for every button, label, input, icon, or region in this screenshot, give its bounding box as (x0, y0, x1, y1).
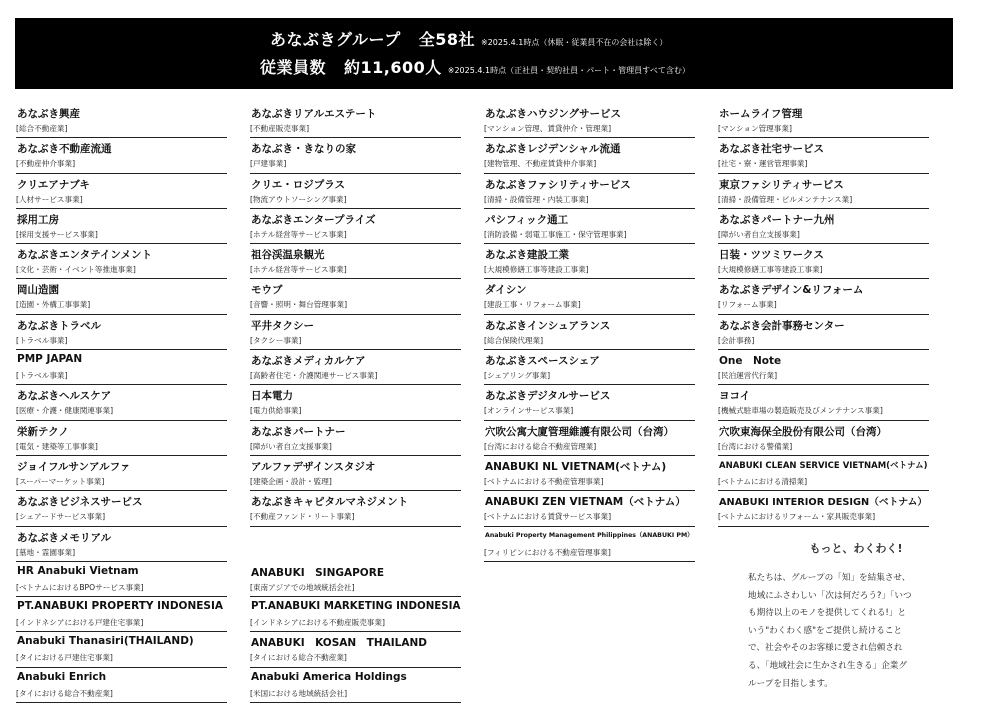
employee-label: 従業員数 (260, 58, 327, 77)
company-entry (16, 597, 227, 632)
company-business: [清掃・設備管理・内装工事業] (484, 194, 589, 204)
company-name: ANABUKI CLEAN SERVICE VIETNAM(ベトナム) (719, 460, 928, 471)
company-entry (484, 103, 695, 138)
company-entry (250, 279, 461, 314)
company-business: [台湾における総合不動産管理業] (484, 441, 597, 451)
promo-line: ループを目指します。 (748, 678, 833, 689)
company-business: [高齢者住宅・介護関連サービス事業] (250, 371, 378, 381)
company-business: [不動産販売事業] (250, 124, 310, 133)
company-business: [米国における地域統括会社] (250, 688, 348, 698)
company-business: [ベトナムにおける不動産管理事業] (484, 476, 604, 486)
company-business: [文化・芸術・イベント等推進事業] (16, 265, 136, 275)
company-business: [物流アウトソーシング事業] (250, 194, 347, 204)
company-name: ANABUKI SINGAPORE (251, 566, 384, 579)
company-entry (718, 421, 929, 456)
company-business: [総合不動産業] (16, 124, 68, 133)
company-name: Anabuki Enrich (17, 670, 107, 683)
company-name: あなぶき興産 (17, 108, 80, 120)
promo-text (748, 570, 964, 693)
company-entry (718, 315, 929, 350)
company-name: Anabuki Thanasiri(THAILAND) (17, 635, 194, 648)
company-column-2 (250, 103, 461, 703)
company-name: ANABUKI INTERIOR DESIGN（ベトナム） (719, 497, 928, 509)
company-entry (16, 244, 227, 279)
company-name: パシフィック通工 (485, 213, 569, 226)
company-name: 祖谷渓温泉観光 (251, 249, 325, 262)
company-business: [民泊運営代行業] (718, 371, 778, 381)
employee-summary-line (260, 55, 690, 78)
company-name: モウブ (251, 284, 283, 297)
company-entry (16, 138, 227, 173)
company-name: あなぶきファシリティサービス (485, 178, 631, 191)
company-business: [建築企画・設計・監理] (250, 476, 332, 486)
company-name: ホームライフ管理 (719, 108, 803, 120)
company-entry (250, 350, 461, 385)
promo-title: もっと、わくわく! (809, 542, 903, 555)
company-entry (484, 174, 695, 209)
company-entry (250, 315, 461, 350)
company-business: [ベトナムにおけるリフォーム・家具販売事業] (718, 512, 876, 522)
company-entry (16, 456, 227, 491)
company-name: あなぶきトラベル (17, 319, 101, 332)
company-name: Anabuki America Holdings (251, 670, 407, 683)
company-name: ANABUKI KOSAN THAILAND (251, 637, 427, 650)
company-business: [トラベル事業] (16, 335, 68, 345)
company-entry (484, 385, 695, 420)
company-business: [採用支援サービス事業] (16, 229, 98, 239)
company-name: あなぶき社宅サービス (719, 143, 824, 156)
company-business: [会計事務] (718, 335, 755, 345)
company-entry (718, 385, 929, 420)
company-entry (718, 491, 929, 526)
company-entry (16, 562, 227, 597)
company-business: [建物管理、不動産賃貸仲介事業] (484, 159, 597, 169)
company-business: [医療・介護・健康関連事業] (16, 406, 114, 416)
company-entry (484, 244, 695, 279)
company-entry (16, 668, 227, 703)
company-name: あなぶきヘルスケア (17, 390, 112, 403)
company-name: 穴吹公寓大廈管理維護有限公司（台湾） (485, 425, 674, 438)
company-business: [電気・建築等工事事業] (16, 441, 98, 451)
company-name: アルファデザインスタジオ (251, 460, 376, 473)
company-name: クリエ・ロジプラス (251, 178, 345, 191)
company-name: One Note (719, 355, 782, 368)
company-business: [フィリピンにおける不動産管理事業] (484, 547, 611, 557)
company-entry (484, 209, 695, 244)
promo-line: いう"わくわく感"をご提供し続けること (748, 625, 903, 636)
company-business: [トラベル事業] (16, 371, 68, 381)
company-name: PT.ANABUKI MARKETING INDONESIA (251, 600, 461, 613)
promo-line: る、「地域社会に生かされ生きる」企業グ (748, 660, 907, 671)
company-count-note: ※2025.4.1時点（休眠・従業員不在の会社は除く） (481, 38, 668, 47)
company-business: [ホテル経営等サービス事業] (250, 229, 347, 239)
company-entry (250, 421, 461, 456)
company-name: あなぶきリアルエステート (251, 108, 377, 120)
company-entry (718, 138, 929, 173)
company-entry (718, 244, 929, 279)
company-name: 東京ファシリティサービス (719, 178, 844, 191)
company-entry (16, 421, 227, 456)
company-business: [消防設備・弱電工事施工・保守管理事業] (484, 229, 627, 239)
company-name: あなぶき不動産流通 (17, 143, 112, 156)
company-entry (484, 138, 695, 173)
company-name: あなぶき建設工業 (485, 249, 569, 262)
company-entry (484, 350, 695, 385)
company-business: [オンラインサービス事業] (484, 406, 574, 416)
company-name: ジョイフルサンアルファ (17, 460, 131, 473)
company-name: 採用工房 (17, 213, 59, 226)
company-business: [タイにおける総合不動産業] (16, 688, 113, 698)
company-entry (250, 209, 461, 244)
company-name: HR Anabuki Vietnam (17, 564, 139, 577)
company-name: あなぶきキャピタルマネジメント (251, 496, 409, 509)
group-title: あなぶきグループ (270, 30, 401, 49)
promo-line: 地域にふさわしい「次は何だろう?」「いつ (748, 590, 912, 601)
company-name: あなぶきハウジングサービス (485, 108, 622, 120)
company-entry (16, 632, 227, 667)
company-entry (718, 103, 929, 138)
company-business: [ベトナムにおける清掃業] (718, 476, 808, 486)
company-name: クリエアナブキ (17, 178, 90, 191)
company-name: 平井タクシー (251, 319, 314, 332)
company-business: [東南アジアでの地域統括会社] (250, 582, 355, 592)
company-name: 穴吹東海保全股份有限公司（台湾） (719, 425, 887, 438)
company-business: [戸建事業] (250, 159, 287, 169)
company-entry (250, 562, 461, 597)
company-entry (250, 668, 461, 703)
company-business: [電力供給事業] (250, 406, 302, 416)
company-business: [総合保険代理業] (484, 335, 544, 345)
promo-box (748, 540, 964, 693)
company-entry (250, 491, 461, 526)
company-entry (250, 244, 461, 279)
promo-line: で、社会やそのお客様に愛され信頼され (748, 643, 903, 654)
company-entry (250, 138, 461, 173)
company-name: 栄新テクノ (17, 425, 69, 438)
company-entry (484, 421, 695, 456)
company-business: [インドネシアにおける不動産販売事業] (250, 618, 385, 628)
company-name: ダイシン (485, 284, 527, 297)
company-entry (718, 209, 929, 244)
company-business: [大規模修繕工事等建設工事業] (484, 265, 589, 275)
company-business: [音響・照明・舞台管理事業] (250, 300, 348, 310)
company-business: [墓地・霊園事業] (16, 547, 76, 557)
company-name: ヨコイ (719, 390, 751, 403)
company-name: 日本電力 (251, 390, 293, 403)
company-business: [障がい者自立支援事業] (250, 441, 332, 451)
company-business: [ベトナムにおけるBPOサービス事業] (16, 582, 144, 592)
company-business: [マンション管理事業] (718, 124, 792, 133)
company-business: [タイにおける総合不動産業] (250, 653, 347, 663)
company-business: [シェアリング事業] (484, 371, 551, 381)
company-name: Anabuki Property Management Philippines（ANABUKI PM） (485, 531, 694, 539)
company-name: あなぶきメディカルケア (251, 355, 366, 368)
company-name: あなぶきインシュアランス (485, 319, 611, 332)
company-business: [インドネシアにおける戸建住宅事業] (16, 618, 144, 628)
group-summary-line (270, 27, 667, 50)
company-name: あなぶきデジタルサービス (485, 390, 611, 403)
company-business: [清掃・設備管理・ビルメンテナンス業] (718, 194, 853, 204)
company-business: [障がい者自立支援事業] (718, 229, 800, 239)
company-column-1 (16, 103, 227, 703)
company-entry (484, 491, 695, 526)
company-name: あなぶきメモリアル (17, 531, 112, 544)
company-name: 岡山造園 (17, 284, 59, 297)
company-business: [スーパーマーケット事業] (16, 476, 105, 486)
company-business: [機械式駐車場の製造販売及びメンテナンス事業] (718, 406, 883, 416)
company-name: あなぶきエンタテインメント (17, 249, 153, 262)
company-name: あなぶきパートナー (251, 425, 346, 438)
company-entry (16, 315, 227, 350)
company-business: [大規模修繕工事等建設工事業] (718, 265, 823, 275)
employee-count-note: ※2025.4.1時点（正社員・契約社員・パート・管理員すべて含む） (447, 66, 690, 75)
company-name: ANABUKI ZEN VIETNAM（ベトナム） (485, 496, 686, 509)
company-name: PT.ANABUKI PROPERTY INDONESIA (17, 600, 224, 613)
company-business: [タイにおける戸建住宅事業] (16, 653, 113, 663)
company-business: [台湾における警備業] (718, 441, 793, 451)
company-entry (250, 174, 461, 209)
company-business: [不動産仲介事業] (16, 159, 76, 169)
company-business: [リフォーム事業] (718, 300, 777, 310)
company-entry (16, 350, 227, 385)
company-name: あなぶき会計事務センター (719, 319, 845, 332)
company-entry (718, 456, 929, 491)
company-entry (484, 456, 695, 491)
company-name: あなぶきエンタープライズ (251, 213, 376, 226)
company-entry (250, 597, 461, 632)
company-name: あなぶきデザイン&リフォーム (719, 284, 864, 297)
company-business: [不動産ファンド・リート事業] (250, 512, 355, 522)
company-business: [人材サービス事業] (16, 194, 83, 204)
promo-line: 私たちは、グループの「知」を結集させ、 (748, 573, 911, 583)
company-name: あなぶき・きなりの家 (251, 143, 356, 156)
company-entry (16, 385, 227, 420)
company-business: [社宅・寮・運営管理事業] (718, 159, 808, 169)
company-column-4 (718, 103, 929, 527)
company-entry (250, 527, 461, 562)
company-entry (16, 491, 227, 526)
company-entry (484, 527, 695, 562)
company-entry (250, 385, 461, 420)
company-entry (250, 456, 461, 491)
company-entry (16, 279, 227, 314)
company-business: [ベトナムにおける賃貸サービス事業] (484, 512, 612, 522)
company-entry (718, 279, 929, 314)
company-business: [シェアードサービス事業] (16, 512, 106, 522)
company-business: [造園・外構工事事業] (16, 300, 91, 310)
company-name: ANABUKI NL VIETNAM(ベトナム) (485, 460, 667, 473)
company-business: [タクシー事業] (250, 335, 302, 345)
company-column-3 (484, 103, 695, 562)
company-count: 全58社 (418, 30, 476, 49)
company-name: あなぶきビジネスサービス (17, 496, 143, 509)
company-entry (16, 103, 227, 138)
company-entry (484, 279, 695, 314)
header-banner (15, 18, 953, 89)
company-entry (250, 632, 461, 667)
company-entry (484, 315, 695, 350)
promo-line: も期待以上のモノを提供してくれる!」と (748, 608, 907, 619)
company-name: 日装・ツツミワークス (719, 249, 824, 262)
company-entry (718, 174, 929, 209)
company-name: あなぶきレジデンシャル流通 (485, 143, 621, 156)
company-entry (718, 350, 929, 385)
company-business: [建設工事・リフォーム事業] (484, 300, 581, 310)
company-name: PMP JAPAN (17, 353, 83, 366)
company-business: [ホテル経営等サービス事業] (250, 265, 347, 275)
company-entry (16, 209, 227, 244)
company-entry (16, 174, 227, 209)
employee-count: 約11,600人 (344, 58, 442, 77)
company-entry (16, 527, 227, 562)
company-entry (250, 103, 461, 138)
company-name: あなぶきスペースシェア (485, 355, 600, 368)
company-business: [マンション管理、賃貸仲介・管理業] (484, 124, 612, 133)
company-name: あなぶきパートナー九州 (719, 213, 835, 226)
